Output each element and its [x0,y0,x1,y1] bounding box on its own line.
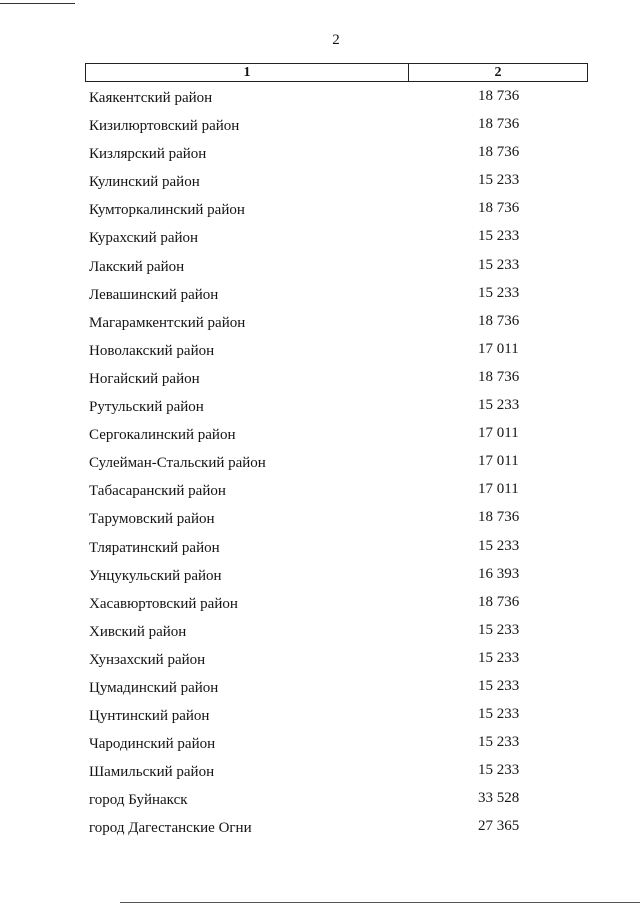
table-row [0,397,640,425]
district-name: город Буйнакск [89,792,188,809]
amount-value: 15 233 [478,649,520,666]
district-name: Хасавюртовский район [89,595,238,612]
district-name: Хунзахский район [89,651,206,668]
table-row [0,200,640,228]
amount-value: 27 365 [478,818,520,835]
district-name: Цунтинский район [89,708,210,725]
district-name: Левашинский район [89,286,219,303]
district-name: Ногайский район [89,370,200,387]
amount-value: 15 233 [478,397,520,414]
table-row [0,228,640,256]
page-number: 2 [332,32,340,48]
district-name: Каякентский район [89,90,213,106]
district-name: Новолакский район [89,342,215,359]
table-row [0,678,640,706]
amount-value: 17 011 [478,425,519,442]
district-name: Лакский район [89,258,185,275]
amount-value: 18 736 [478,116,520,133]
table-row [0,313,640,341]
table-row [0,369,640,397]
amount-value: 15 233 [478,284,520,301]
amount-value: 18 736 [478,509,520,526]
amount-value: 15 233 [478,621,520,638]
table-row [0,538,640,566]
table-row [0,453,640,481]
table-row [0,341,640,369]
table-row [0,790,640,818]
amount-value: 15 233 [478,734,520,751]
district-name: Кулинский район [89,174,200,191]
district-name: Чародинский район [89,736,216,753]
table-row [0,594,640,622]
district-name: город Дагестанские Огни [89,820,252,837]
column-header-2: 2 [494,65,502,80]
table-header [85,63,588,82]
column-header-1: 1 [86,64,409,81]
amount-value: 18 736 [478,144,520,161]
district-name: Курахский район [89,230,199,247]
amount-value: 18 736 [478,312,520,329]
table-row [0,622,640,650]
amount-value: 16 393 [478,565,520,582]
district-name: Табасаранский район [89,483,226,500]
table-row [0,650,640,678]
table-row [0,116,640,144]
amount-value: 18 736 [478,200,520,217]
table-row [0,566,640,594]
amount-value: 17 011 [478,453,519,470]
amount-value: 18 736 [478,593,520,610]
table-row [0,509,640,537]
district-name: Унцукульский район [89,567,222,584]
amount-value: 15 233 [478,256,520,273]
district-name: Цумадинский район [89,679,219,696]
amount-value: 17 011 [478,340,519,357]
district-name: Сергокалинский район [89,427,236,444]
table-row [0,762,640,790]
amount-value: 15 233 [478,706,520,723]
table-row [0,481,640,509]
table-row [0,257,640,285]
district-name: Хивский район [89,623,187,640]
district-name: Кумторкалинский район [89,202,245,219]
district-name: Шамильский район [89,764,215,781]
district-name: Магарамкентский район [89,314,246,331]
amount-value: 15 233 [478,762,520,779]
table-row [0,172,640,200]
amount-value: 17 011 [478,481,519,498]
district-name: Тарумовский район [89,511,215,528]
amount-value: 15 233 [478,172,520,189]
table-body [0,88,640,847]
amount-value: 15 233 [478,228,520,245]
district-name: Сулейман-Стальский район [89,455,266,472]
district-name: Рутульский район [89,399,204,416]
scan-edge-line-top [0,3,75,4]
table-row [0,706,640,734]
amount-value: 33 528 [478,790,520,807]
amount-value: 18 736 [478,88,520,104]
table-row [0,285,640,313]
table-row [0,425,640,453]
district-name: Кизлярский район [89,146,207,163]
scan-edge-line-bottom [120,902,640,903]
district-name: Кизилюртовский район [89,118,240,135]
table-row [0,734,640,762]
amount-value: 18 736 [478,368,520,385]
table-row [0,144,640,172]
amount-value: 15 233 [478,677,520,694]
amount-value: 15 233 [478,537,520,554]
table-row [0,88,640,116]
district-name: Тляратинский район [89,539,220,556]
table-row [0,818,640,846]
